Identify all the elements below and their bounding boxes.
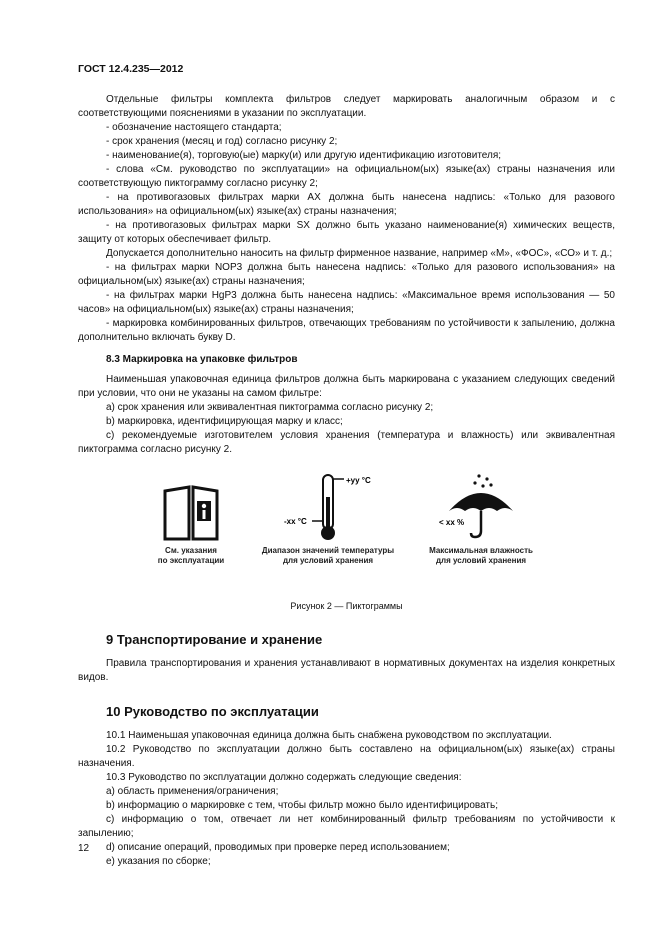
paragraph: Допускается дополнительно наносить на фильтр фирменное название, например «М», «ФОС», «СО» и т. д.; xyxy=(106,248,613,259)
document-header: ГОСТ 12.4.235—2012 xyxy=(78,63,184,75)
section-heading: 8.3 Маркировка на упаковке фильтров xyxy=(106,354,298,365)
pictogram-humidity xyxy=(416,473,546,566)
list-item: - обозначение настоящего стандарта; xyxy=(106,122,282,133)
list-item: - на фильтрах марки HgP3 должна быть нанесена надпись: «Максимальное время использования — 50 часов» на официальном(ых) языке(ах) страны назначения; xyxy=(78,290,615,315)
lower-temp-label: -хх °С xyxy=(284,517,307,526)
pictogram-label: по эксплуатации xyxy=(157,556,225,565)
figure-caption: Рисунок 2 — Пиктограммы xyxy=(290,601,403,611)
list-item: а) срок хранения или эквивалентная пиктограмма согласно рисунку 2; xyxy=(106,402,434,413)
list-item: - на противогазовых фильтрах марки АХ должна быть нанесена надпись: «Только для разового использования» на официальном(ых) языке(ах) страны назначения; xyxy=(78,192,615,217)
list-item: а) область применения/ограничения; xyxy=(106,786,279,797)
page-number: 12 xyxy=(78,843,90,854)
paragraph: Наименьшая упаковочная единица фильтров должна быть маркирована с указанием следующих сведений при условии, что они не указаны на самом фильтре: xyxy=(78,374,615,399)
list-item: b) маркировка, идентифицирующая марку и класс; xyxy=(106,416,343,427)
umbrella-rain-icon xyxy=(431,473,531,543)
list-item: - срок хранения (месяц и год) согласно рисунку 2; xyxy=(106,136,338,147)
list-item: - наименование(я), торговую(ые) марку(и) или другую идентификацию изготовителя; xyxy=(106,150,502,161)
book-info-icon xyxy=(161,483,221,543)
pictogram-label: Максимальная влажность xyxy=(429,546,533,555)
list-item: - на фильтрах марки NOP3 должна быть нанесена надпись: «Только для разового использования» на официальном(ых) языке(ах) страны назначения; xyxy=(78,262,615,287)
list-item: с) рекомендуемые изготовителем условия хранения (температура и влажность) или эквивалентная пиктограмма согласно рисунку 2. xyxy=(78,430,615,455)
list-item: с) информацию о том, отвечает ли нет комбинированный фильтр требованиям по устойчивости к запылению; xyxy=(78,814,615,839)
document-body xyxy=(78,93,615,869)
upper-temp-label: +уу °С xyxy=(346,476,371,485)
paragraph: Правила транспортирования и хранения устанавливают в нормативных документах на изделия конкретных видов. xyxy=(78,658,615,683)
pictogram-label: для условий хранения xyxy=(282,556,374,565)
paragraph: 10.1 Наименьшая упаковочная единица должна быть снабжена руководством по эксплуатации. xyxy=(106,730,552,741)
section-heading: 10 Руководство по эксплуатации xyxy=(106,704,319,719)
list-item: - на противогазовых фильтрах марки SX должно быть указано наименование(я) химических веществ, защиту от которых обеспечивает фильтр. xyxy=(78,220,615,245)
thermometer-icon xyxy=(268,473,388,543)
list-item: - маркировка комбинированных фильтров, отвечающих требованиям по устойчивости к запылению, должна дополнительно включать букву D. xyxy=(78,318,615,343)
section-heading: 9 Транспортирование и хранение xyxy=(106,632,323,647)
paragraph: 10.2 Руководство по эксплуатации должно быть составлено на официальном(ых) языке(ах) страны назначения. xyxy=(78,744,615,769)
list-item: е) указания по сборке; xyxy=(106,856,211,867)
list-item: b) информацию о маркировке с тем, чтобы фильтр можно было идентифицировать; xyxy=(106,800,498,811)
figure-pictograms xyxy=(78,469,615,599)
paragraph: 10.3 Руководство по эксплуатации должно содержать следующие сведения: xyxy=(106,772,462,783)
pictogram-label: Диапазон значений температуры xyxy=(261,546,395,555)
paragraph: Отдельные фильтры комплекта фильтров следует маркировать аналогичным образом и с соответствующими пояснениями в указании по эксплуатации. xyxy=(78,94,615,119)
pictogram-manual xyxy=(146,483,236,566)
list-item: d) описание операций, проводимых при проверке перед использованием; xyxy=(106,842,450,853)
pictogram-label: См. указания xyxy=(165,546,217,555)
pictogram-temperature xyxy=(248,473,408,566)
humidity-label: < хх % xyxy=(439,518,465,527)
list-item: - слова «См. руководство по эксплуатации» на официальном(ых) языке(ах) страны назначения или соответствующую пиктограмму согласно рисунку 2; xyxy=(78,164,615,189)
pictogram-label: для условий хранения xyxy=(435,556,527,565)
